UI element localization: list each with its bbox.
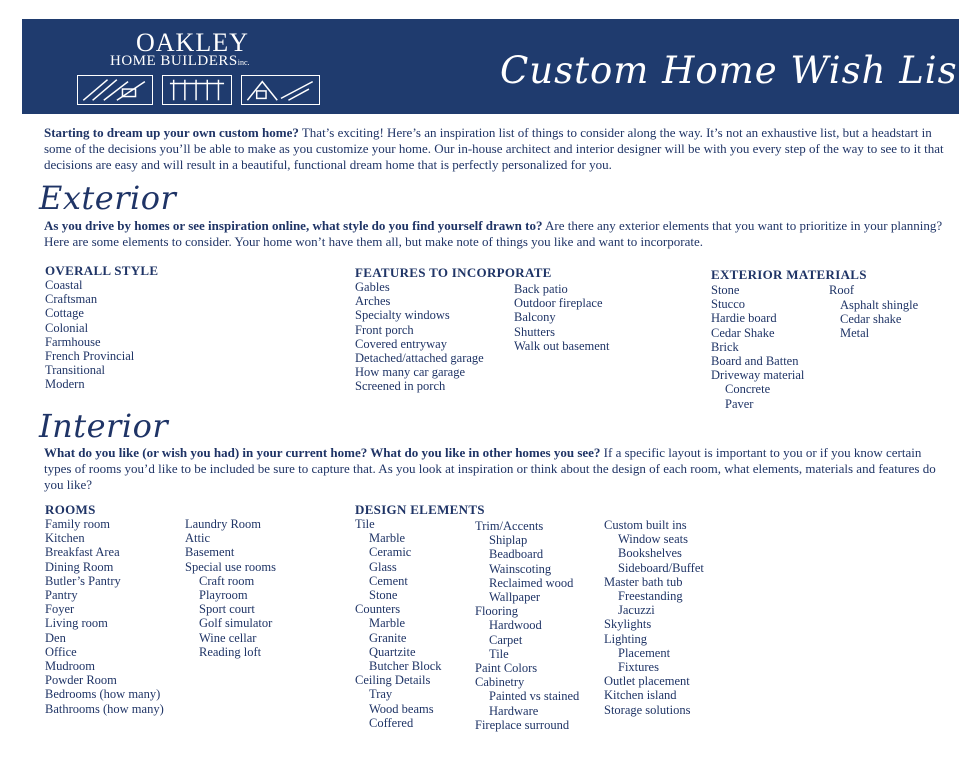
- list-item: French Provincial: [45, 349, 135, 364]
- design-list-1: [355, 517, 442, 730]
- list-item: Brick: [711, 339, 739, 354]
- list-item: Basement: [185, 545, 235, 560]
- list-item: Marble: [369, 531, 406, 546]
- list-item: Wine cellar: [199, 630, 257, 645]
- list-item: Wainscoting: [489, 561, 552, 576]
- list-item: Tray: [369, 687, 393, 702]
- company-name: OAKLEY: [136, 28, 249, 57]
- list-item: Family room: [45, 517, 110, 531]
- list-item: Metal: [840, 326, 870, 341]
- intro-paragraph: [44, 125, 944, 173]
- design-elements-heading: DESIGN ELEMENTS: [355, 502, 485, 517]
- design-list-3: [604, 518, 704, 717]
- list-item: Paint Colors: [475, 661, 538, 676]
- materials-heading: EXTERIOR MATERIALS: [711, 267, 867, 282]
- list-item: Window seats: [618, 532, 688, 547]
- list-item: Front porch: [355, 322, 414, 337]
- list-item: Balcony: [514, 310, 556, 325]
- features-heading: FEATURES TO INCORPORATE: [355, 265, 552, 280]
- list-item: Beadboard: [489, 547, 544, 562]
- list-item: Shutters: [514, 324, 555, 339]
- list-item: Golf simulator: [199, 616, 273, 631]
- list-item: Master bath tub: [604, 574, 683, 589]
- list-item: Walk out basement: [514, 338, 610, 353]
- list-item: Dining Room: [45, 559, 114, 574]
- list-item: Reading loft: [199, 644, 262, 659]
- list-item: Covered entryway: [355, 336, 447, 351]
- list-item: Transitional: [45, 363, 105, 378]
- list-item: Hardwood: [489, 618, 542, 633]
- list-item: Placement: [618, 645, 671, 660]
- list-item: Mudroom: [45, 659, 95, 674]
- intro-body: That’s exciting! Here’s an inspiration list of things to consider along the way. It’s not an exhaustive list, but a headstart in some of the decisions you’ll be able to make as you customize your home. Our in-house architect and interior designer will be with you every step of the way to see to it that decisions are easy and will result in a beautiful, functional dream home that is perfectly personalized for you.: [44, 125, 944, 172]
- list-item: Ceiling Details: [355, 673, 431, 688]
- list-item: Living room: [45, 616, 108, 631]
- list-item: Cement: [369, 573, 408, 588]
- logo-tools-icon-2: [162, 75, 232, 105]
- list-item: Fixtures: [618, 660, 659, 675]
- interior-paragraph: [44, 445, 949, 493]
- list-item: Bookshelves: [618, 546, 682, 561]
- list-item: Cedar Shake: [711, 325, 775, 340]
- list-item: Concrete: [725, 382, 771, 397]
- company-suffix: inc.: [237, 58, 250, 67]
- list-item: Farmhouse: [45, 334, 101, 349]
- list-item: Coastal: [45, 278, 83, 292]
- list-item: Coffered: [369, 715, 414, 730]
- list-item: Custom built ins: [604, 518, 687, 532]
- list-item: Board and Batten: [711, 354, 799, 369]
- list-item: Playroom: [199, 588, 248, 603]
- list-item: Butcher Block: [369, 659, 442, 674]
- list-item: Wood beams: [369, 701, 434, 716]
- page-title: Custom Home Wish List: [500, 49, 974, 92]
- logo-tools-icon: [77, 75, 153, 105]
- list-item: Stone: [711, 283, 740, 297]
- features-list-2: [514, 282, 610, 353]
- list-item: Storage solutions: [604, 702, 691, 717]
- list-item: Craftsman: [45, 292, 98, 307]
- rooms-list-1: [45, 517, 164, 716]
- roof-list: [840, 298, 918, 341]
- design-list-2: [475, 519, 579, 732]
- list-item: Ceramic: [369, 545, 412, 560]
- list-item: Quartzite: [369, 644, 416, 659]
- interior-body: If a specific layout is important to you or if you know certain types of rooms you’d like to be included be sure to capture that. As you look at inspiration or think about the design of each room, what elements, materials and features do you like?: [44, 445, 936, 492]
- list-item: Butler’s Pantry: [45, 573, 121, 588]
- list-item: Paver: [725, 396, 754, 411]
- list-item: Breakfast Area: [45, 545, 120, 560]
- company-sub-text: HOME BUILDERS: [110, 53, 238, 69]
- list-item: Detached/attached garage: [355, 351, 484, 366]
- list-item: Craft room: [199, 573, 255, 588]
- list-item: Specialty windows: [355, 308, 450, 323]
- exterior-heading: Exterior: [39, 179, 177, 217]
- list-item: Bedrooms (how many): [45, 687, 161, 702]
- list-item: Outlet placement: [604, 674, 690, 689]
- list-item: Reclaimed wood: [489, 575, 574, 590]
- list-item: Pantry: [45, 588, 78, 603]
- list-item: Modern: [45, 377, 85, 392]
- list-item: Foyer: [45, 602, 75, 617]
- exterior-body: Are there any exterior elements that you want to prioritize in your planning? Here are some elements to consider. Your home won’t have them all, but make note of things you like and want to incorporate.: [44, 218, 943, 249]
- materials-list: [711, 283, 804, 411]
- list-item: Wallpaper: [489, 590, 541, 605]
- interior-heading: Interior: [39, 407, 169, 445]
- list-item: Glass: [369, 559, 397, 574]
- interior-lead: What do you like (or wish you had) in your current home? What do you like in other homes you see?: [44, 445, 601, 460]
- list-item: Jacuzzi: [618, 603, 655, 618]
- exterior-paragraph: [44, 218, 949, 250]
- list-item: Hardware: [489, 703, 539, 718]
- rooms-list-2: [185, 517, 276, 659]
- list-item: Tile: [489, 646, 509, 661]
- roof-label: Roof: [829, 283, 854, 297]
- list-item: Carpet: [489, 632, 523, 647]
- list-item: Sport court: [199, 602, 255, 617]
- list-item: Arches: [355, 294, 391, 309]
- overall-style-heading: OVERALL STYLE: [45, 263, 159, 278]
- list-item: Shiplap: [489, 533, 528, 548]
- list-item: Outdoor fireplace: [514, 296, 603, 311]
- list-item: Flooring: [475, 604, 519, 619]
- list-item: Attic: [185, 531, 210, 546]
- list-item: Hardie board: [711, 311, 777, 326]
- overall-style-list: [45, 278, 134, 392]
- list-item: Freestanding: [618, 589, 683, 604]
- list-item: Cabinetry: [475, 675, 525, 690]
- list-item: Kitchen island: [604, 688, 677, 703]
- company-subtitle: [110, 53, 250, 71]
- list-item: Asphalt shingle: [840, 298, 919, 312]
- list-item: Fireplace surround: [475, 717, 570, 732]
- logo-tools-icon-3: [241, 75, 320, 105]
- list-item: Office: [45, 644, 77, 659]
- list-item: Marble: [369, 616, 406, 631]
- list-item: Special use rooms: [185, 559, 276, 574]
- features-list-1: [355, 280, 484, 394]
- list-item: Back patio: [514, 282, 568, 296]
- list-item: Painted vs stained: [489, 689, 580, 704]
- list-item: Sideboard/Buffet: [618, 560, 704, 575]
- list-item: Tile: [355, 517, 375, 531]
- list-item: Counters: [355, 602, 401, 617]
- list-item: Granite: [369, 630, 407, 645]
- list-item: Lighting: [604, 631, 648, 646]
- list-item: Stone: [369, 588, 398, 603]
- list-item: Stucco: [711, 297, 746, 312]
- list-item: How many car garage: [355, 365, 466, 380]
- list-item: Cedar shake: [840, 312, 902, 327]
- list-item: Laundry Room: [185, 517, 262, 531]
- list-item: Bathrooms (how many): [45, 701, 164, 716]
- list-item: Kitchen: [45, 531, 85, 546]
- rooms-heading: ROOMS: [45, 502, 96, 517]
- list-item: Driveway material: [711, 368, 805, 383]
- list-item: Screened in porch: [355, 379, 446, 394]
- list-item: Cottage: [45, 306, 84, 321]
- list-item: Colonial: [45, 320, 89, 335]
- list-item: Powder Room: [45, 673, 117, 688]
- exterior-lead: As you drive by homes or see inspiration online, what style do you find yourself drawn to?: [44, 218, 543, 233]
- list-item: Skylights: [604, 617, 652, 632]
- list-item: Den: [45, 630, 66, 645]
- list-item: Trim/Accents: [475, 519, 544, 533]
- intro-lead: Starting to dream up your own custom home?: [44, 125, 299, 140]
- list-item: Gables: [355, 280, 390, 294]
